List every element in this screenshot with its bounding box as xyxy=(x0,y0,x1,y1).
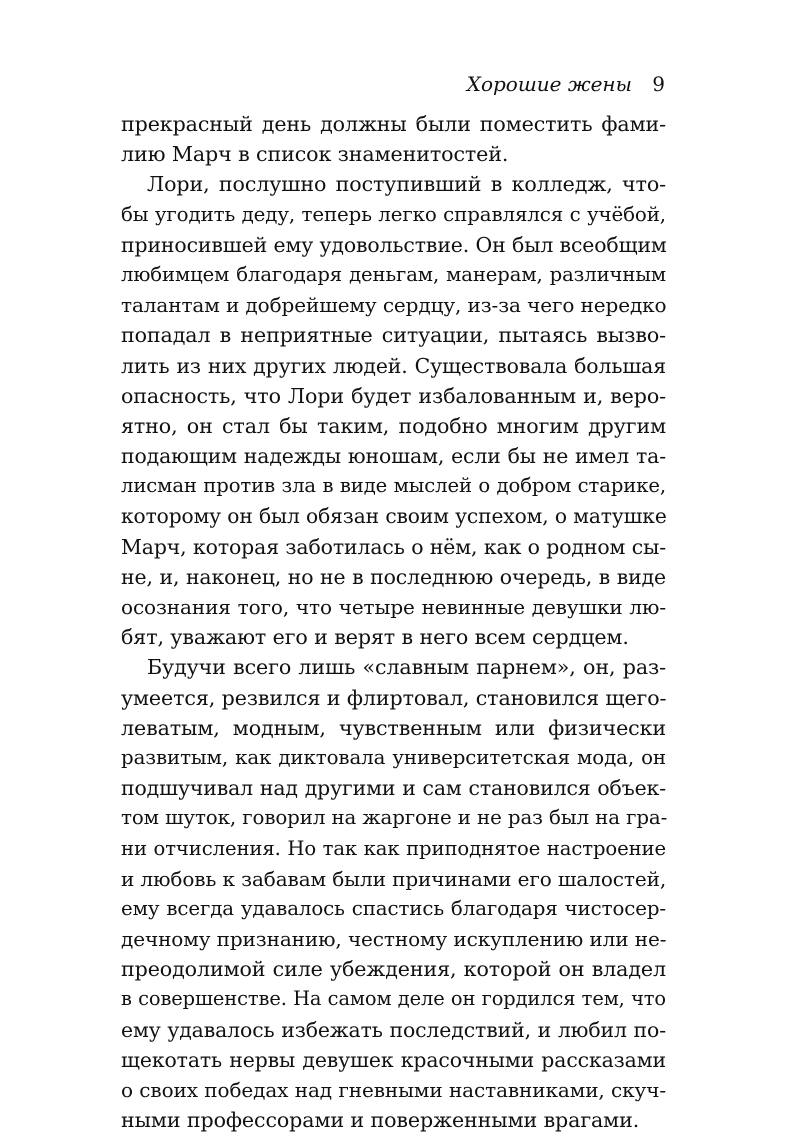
text-line: лисман против зла в виде мыслей о добром старике, xyxy=(121,474,666,498)
text-line: бы угодить деду, теперь легко справлялся с учёбой, xyxy=(121,202,666,226)
page-number: 9 xyxy=(652,72,665,96)
running-header xyxy=(120,70,665,98)
text-line: ни отчисления. Но так как приподнятое настроение xyxy=(121,836,666,860)
text-line: преодолимой силе убеждения, которой он владел xyxy=(121,957,666,982)
text-line: щекотать нервы девушек красочными рассказами xyxy=(121,1047,666,1072)
body-text xyxy=(121,109,666,1135)
text-line: Лори, послушно поступивший в колледж, что- xyxy=(147,172,666,197)
text-line: и любовь к забавам были причинами его шалостей, xyxy=(121,866,667,891)
text-line: осознания того, что четыре невинные девушки лю- xyxy=(121,595,666,619)
text-line: ными профессорами и поверженными врагами. xyxy=(121,1108,640,1133)
text-line: не, и, наконец, но не в последнюю очередь, в виде xyxy=(121,564,666,589)
text-line: о своих победах над гневными наставниками, скуч- xyxy=(121,1078,666,1102)
text-line: подающим надежды юношам, если бы не имел та- xyxy=(121,444,666,469)
text-line: талантам и добрейшему сердцу, из-за чего нередко xyxy=(121,293,667,318)
running-title: Хорошие жены xyxy=(466,72,632,96)
text-line: в совершенстве. На самом деле он гордился тем, что xyxy=(121,987,666,1011)
text-line: прекрасный день должны были поместить фами- xyxy=(121,112,666,136)
text-line: приносившей ему удовольствие. Он был всеобщим xyxy=(121,232,667,257)
text-line: Марч, которая заботилась о нём, как о родном сы- xyxy=(121,534,666,559)
text-line: опасность, что Лори будет избалованным и, веро- xyxy=(121,383,666,408)
text-line: бят, уважают его и верят в него всем сердцем. xyxy=(121,625,629,650)
text-line: умеется, резвился и флиртовал, становился щего- xyxy=(121,685,667,710)
text-line: любимцем благодаря деньгам, манерам, различным xyxy=(121,262,666,286)
text-line: ему всегда удавалось спастись благодаря чистосер- xyxy=(121,896,666,920)
text-line: Будучи всего лишь «славным парнем», он, раз- xyxy=(147,655,666,680)
text-line: дечному признанию, честному искуплению или не- xyxy=(121,927,667,952)
text-line: лию Марч в список знаменитостей. xyxy=(121,142,509,167)
text-line: ятно, он стал бы таким, подобно многим другим xyxy=(121,413,666,438)
text-line: подшучивал над другими и сам становился объек- xyxy=(121,776,666,801)
text-line: том шуток, говорил на жаргоне и не раз был на гра- xyxy=(121,806,668,830)
text-line: лить из них других людей. Существовала большая xyxy=(121,353,666,378)
text-line: попадал в неприятные ситуации, пытаясь вызво- xyxy=(121,323,666,348)
text-line: которому он был обязан своим успехом, о матушке xyxy=(121,504,667,529)
text-line: ему удавалось избежать последствий, и любил по- xyxy=(121,1017,666,1042)
text-line: леватым, модным, чувственным или физически xyxy=(121,715,666,740)
text-line: развитым, как диктовала университетская мода, он xyxy=(121,745,666,769)
